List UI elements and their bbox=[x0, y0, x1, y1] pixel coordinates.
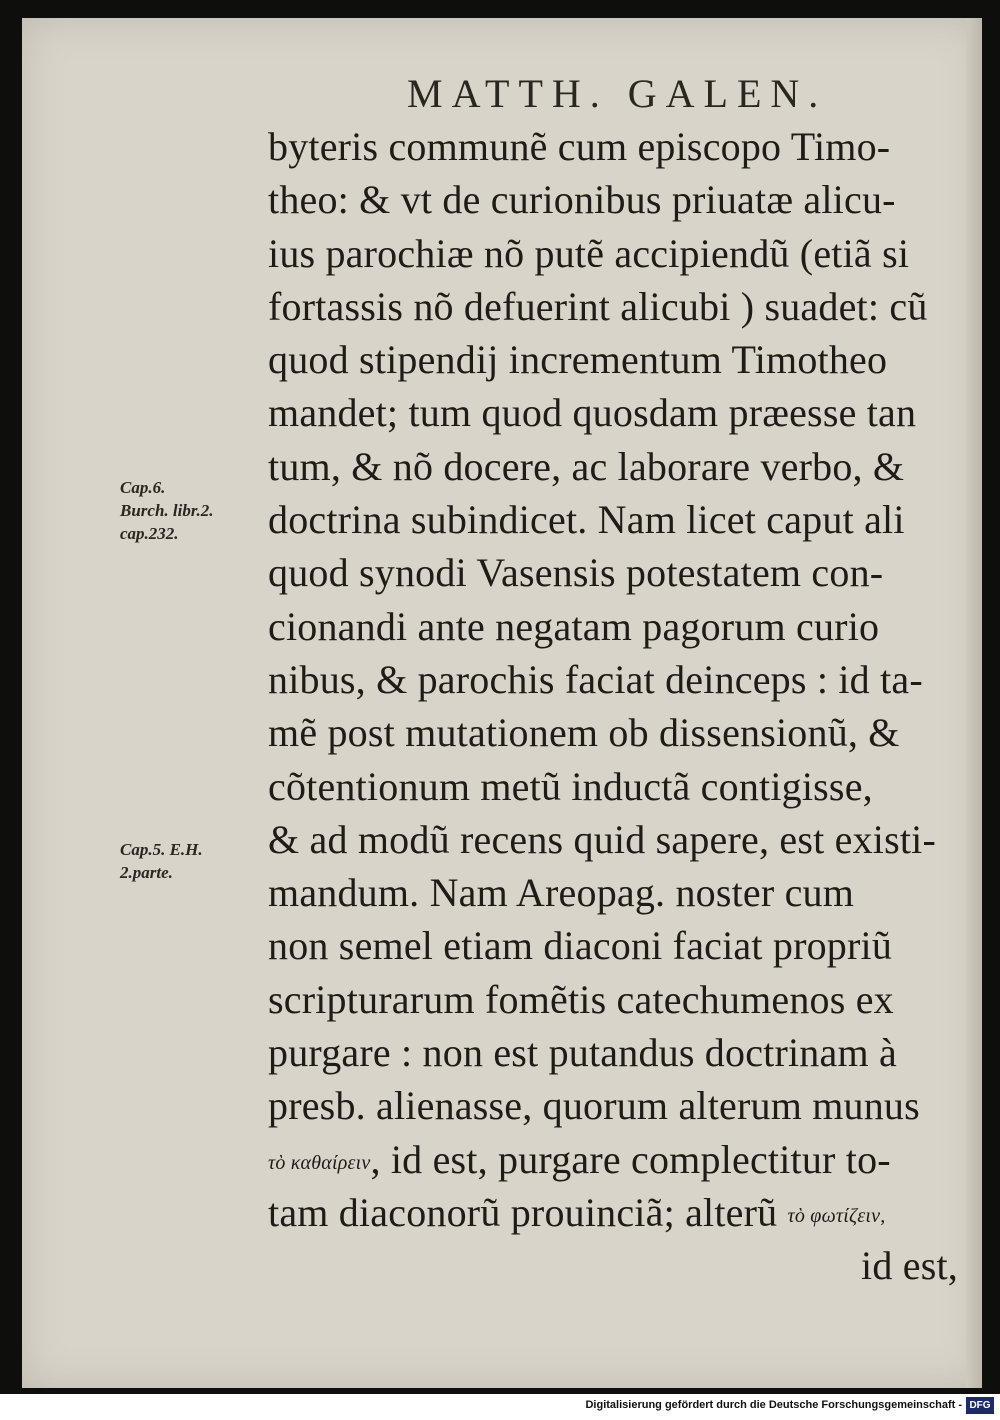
margin-note-line: cap.232. bbox=[120, 524, 179, 543]
text-line: cionandi ante negatam pagorum curio bbox=[268, 603, 880, 649]
text-line: tum, & nõ docere, ac laborare verbo, & bbox=[268, 443, 905, 489]
text-line-greek bbox=[268, 1186, 968, 1239]
margin-note-2 bbox=[120, 838, 203, 884]
text-line: & ad modũ recens quid sapere, est existi- bbox=[268, 816, 937, 862]
catchword: id est, bbox=[861, 1243, 958, 1289]
margin-note-line: Burch. libr.2. bbox=[120, 501, 214, 520]
margin-note-line: Cap.5. E.H. bbox=[120, 840, 203, 859]
text-line: quod synodi Vasensis potestatem con- bbox=[268, 550, 884, 596]
text-line: fortassis nõ defuerint alicubi ) suadet: cũ bbox=[268, 283, 928, 329]
text-line: purgare : non est putandus doctrinam à bbox=[268, 1030, 897, 1076]
book-page bbox=[22, 18, 982, 1388]
margin-note-line: 2.parte. bbox=[120, 863, 173, 882]
page-edge bbox=[966, 18, 982, 1388]
text-line: doctrina subindicet. Nam licet caput ali bbox=[268, 497, 905, 543]
text-line: ius parochiæ nõ putẽ accipiendũ (etiã si bbox=[268, 230, 910, 276]
greek-word: τὸ φωτίζειν, bbox=[787, 1204, 886, 1227]
margin-note-1 bbox=[120, 476, 214, 545]
text-line: cõtentionum metũ inductã contigisse, bbox=[268, 763, 873, 809]
text-line: quod stipendij incrementum Timotheo bbox=[268, 337, 888, 383]
text-line: mandum. Nam Areopag. noster cum bbox=[268, 870, 855, 916]
text-line: nibus, & parochis faciat deinceps : id ta- bbox=[268, 656, 923, 702]
text-line: scripturarum fomẽtis catechumenos ex bbox=[268, 976, 894, 1022]
margin-note-line: Cap.6. bbox=[120, 478, 166, 497]
text-line: mẽ post mutationem ob dissensionũ, & bbox=[268, 710, 900, 756]
text-line: byteris communẽ cum episcopo Timo- bbox=[268, 124, 891, 169]
text-fragment: tam diaconorũ prouinciã; alterũ bbox=[268, 1189, 788, 1235]
greek-word: τὸ καθαίρειν bbox=[268, 1151, 371, 1174]
text-line: non semel etiam diaconi faciat propriũ bbox=[268, 923, 893, 969]
text-line: presb. alienasse, quorum alterum munus bbox=[268, 1083, 920, 1129]
text-line: theo: & vt de curionibus priuatæ alicu- bbox=[268, 177, 896, 223]
text-fragment: , id est, purgare complectitur to- bbox=[370, 1136, 891, 1182]
running-head: MATTH. GALEN. bbox=[407, 71, 828, 116]
main-text bbox=[268, 120, 968, 1293]
footer-bar bbox=[0, 1394, 1000, 1420]
text-line-greek bbox=[268, 1133, 968, 1186]
footer-credit: Digitalisierung gefördert durch die Deutsche Forschungsgemeinschaft - bbox=[585, 1399, 962, 1411]
text-line: mandet; tum quod quosdam præesse tan bbox=[268, 390, 917, 436]
dfg-logo: DFG bbox=[966, 1397, 994, 1414]
